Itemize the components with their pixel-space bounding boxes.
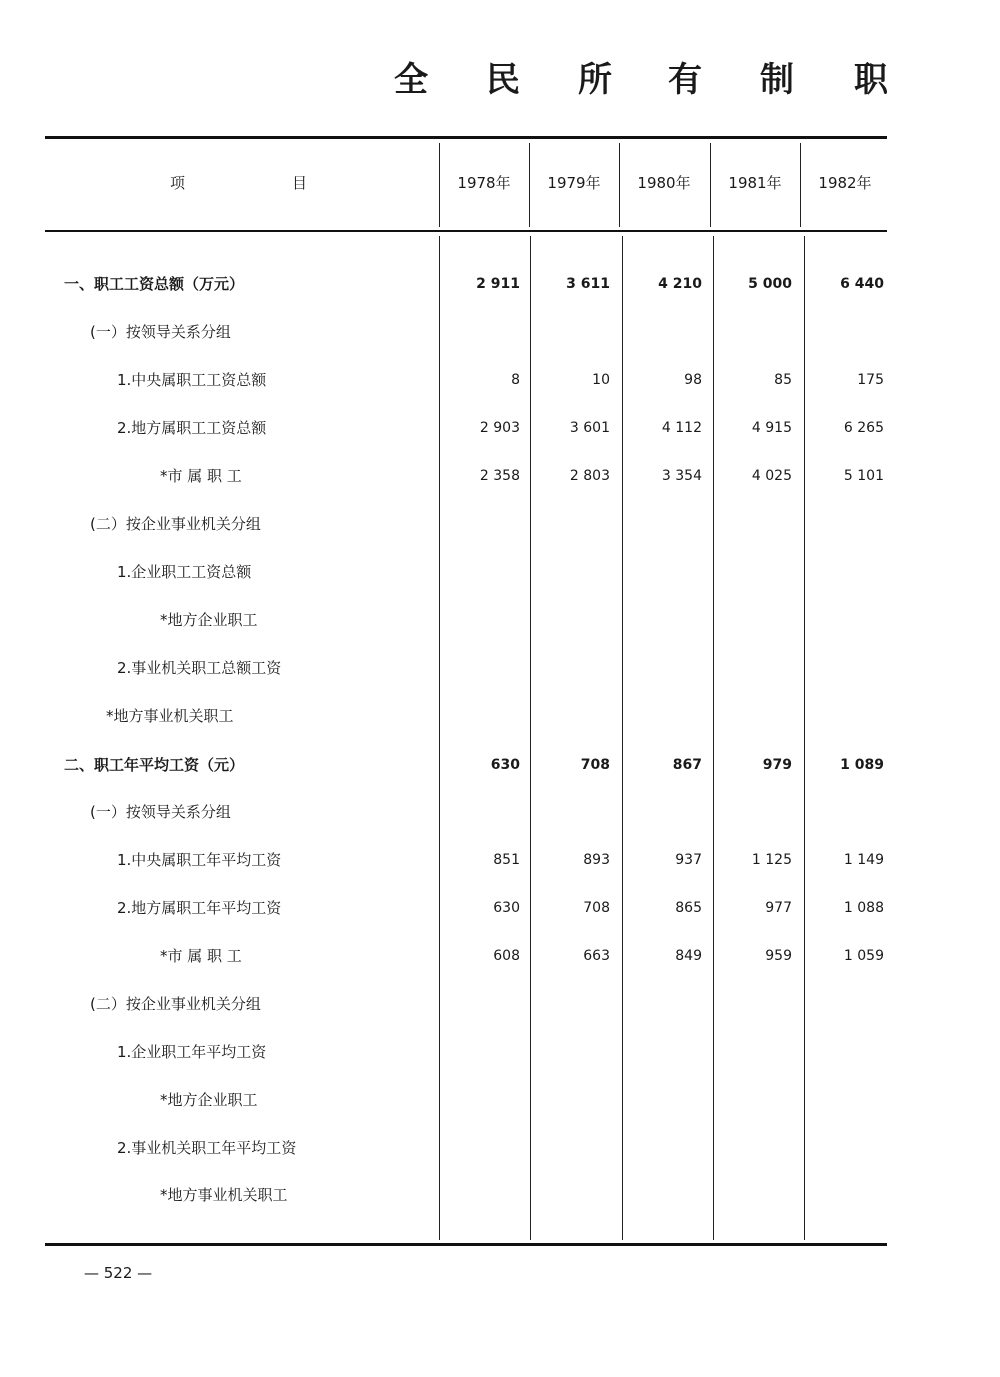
header-year: 1979年 <box>547 174 601 192</box>
table-top-rule <box>45 136 887 139</box>
row-label: *市 属 职 工 <box>160 467 242 485</box>
table-row <box>0 656 1000 680</box>
value-cell: 4 112 <box>661 420 702 436</box>
table-header-rule <box>45 230 887 232</box>
row-label: *地方企业职工 <box>160 1091 258 1109</box>
value-cell: 4 025 <box>751 468 792 484</box>
header-item-label: 项 <box>170 174 186 192</box>
table-row <box>0 704 1000 728</box>
value-cell: 977 <box>765 900 792 916</box>
row-label: 2.地方属职工工资总额 <box>117 419 267 437</box>
value-cell: 2 803 <box>569 468 610 484</box>
value-cell: 85 <box>774 372 792 388</box>
row-label: (一）按领导关系分组 <box>90 323 231 341</box>
value-cell: 4 915 <box>751 420 792 436</box>
value-cell: 663 <box>583 948 610 964</box>
row-label: 1.企业职工工资总额 <box>117 563 252 581</box>
title-char: 职 <box>854 60 888 100</box>
header-year: 1982年 <box>818 174 872 192</box>
row-label: 1.中央属职工工资总额 <box>117 371 267 389</box>
value-cell: 3 601 <box>569 420 610 436</box>
table-row <box>0 1136 1000 1160</box>
table-row <box>0 272 1000 296</box>
table-row <box>0 944 1000 968</box>
value-cell: 1 089 <box>840 757 884 773</box>
value-cell: 865 <box>675 900 702 916</box>
value-cell: 1 149 <box>843 852 884 868</box>
header-year: 1980年 <box>637 174 691 192</box>
table-row <box>0 368 1000 392</box>
value-cell: 708 <box>580 757 610 773</box>
table-row <box>0 896 1000 920</box>
table-row <box>0 1040 1000 1064</box>
table-row <box>0 416 1000 440</box>
table-row <box>0 512 1000 536</box>
table-row <box>0 753 1000 777</box>
value-cell: 708 <box>583 900 610 916</box>
value-cell: 2 911 <box>476 276 520 292</box>
value-cell: 893 <box>583 852 610 868</box>
row-label: (一）按领导关系分组 <box>90 803 231 821</box>
value-cell: 937 <box>675 852 702 868</box>
value-cell: 5 000 <box>748 276 792 292</box>
value-cell: 608 <box>493 948 520 964</box>
table-row <box>0 992 1000 1016</box>
value-cell: 867 <box>672 757 702 773</box>
value-cell: 1 088 <box>843 900 884 916</box>
row-label: *地方企业职工 <box>160 611 258 629</box>
row-label: 1.企业职工年平均工资 <box>117 1043 267 1061</box>
table-row <box>0 1183 1000 1207</box>
value-cell: 10 <box>592 372 610 388</box>
row-label: *地方事业机关职工 <box>160 1186 288 1204</box>
value-cell: 979 <box>762 757 792 773</box>
value-cell: 2 358 <box>479 468 520 484</box>
table-row <box>0 1088 1000 1112</box>
value-cell: 8 <box>511 372 520 388</box>
value-cell: 5 101 <box>843 468 884 484</box>
row-label: 2.事业机关职工年平均工资 <box>117 1139 297 1157</box>
table-bottom-rule <box>45 1243 887 1246</box>
value-cell: 851 <box>493 852 520 868</box>
value-cell: 1 125 <box>751 852 792 868</box>
title-char: 全 <box>394 60 428 100</box>
value-cell: 3 354 <box>661 468 702 484</box>
row-label: 二、职工年平均工资（元） <box>64 756 245 774</box>
table-row <box>0 464 1000 488</box>
value-cell: 849 <box>675 948 702 964</box>
row-label: (二）按企业事业机关分组 <box>90 995 261 1013</box>
value-cell: 630 <box>493 900 520 916</box>
row-label: 一、职工工资总额（万元） <box>64 275 245 293</box>
value-cell: 6 440 <box>840 276 884 292</box>
value-cell: 1 059 <box>843 948 884 964</box>
title-char: 有 <box>668 60 702 100</box>
header-item-label: 目 <box>292 174 308 192</box>
row-label: *市 属 职 工 <box>160 947 242 965</box>
value-cell: 6 265 <box>843 420 884 436</box>
value-cell: 959 <box>765 948 792 964</box>
value-cell: 4 210 <box>658 276 702 292</box>
value-cell: 2 903 <box>479 420 520 436</box>
table-row <box>0 800 1000 824</box>
value-cell: 98 <box>684 372 702 388</box>
header-year: 1981年 <box>728 174 782 192</box>
value-cell: 175 <box>857 372 884 388</box>
header-year: 1978年 <box>457 174 511 192</box>
title-char: 制 <box>760 60 794 100</box>
table-row <box>0 848 1000 872</box>
table-row <box>0 608 1000 632</box>
value-cell: 3 611 <box>566 276 610 292</box>
title-char: 所 <box>578 60 612 100</box>
title-char: 民 <box>486 60 520 100</box>
row-label: 2.事业机关职工总额工资 <box>117 659 282 677</box>
table-row <box>0 320 1000 344</box>
row-label: (二）按企业事业机关分组 <box>90 515 261 533</box>
table-row <box>0 560 1000 584</box>
page-title <box>380 58 900 108</box>
row-label: 2.地方属职工年平均工资 <box>117 899 282 917</box>
page-number: — 522 — <box>84 1264 153 1282</box>
row-label: 1.中央属职工年平均工资 <box>117 851 282 869</box>
value-cell: 630 <box>490 757 520 773</box>
row-label: *地方事业机关职工 <box>106 707 234 725</box>
